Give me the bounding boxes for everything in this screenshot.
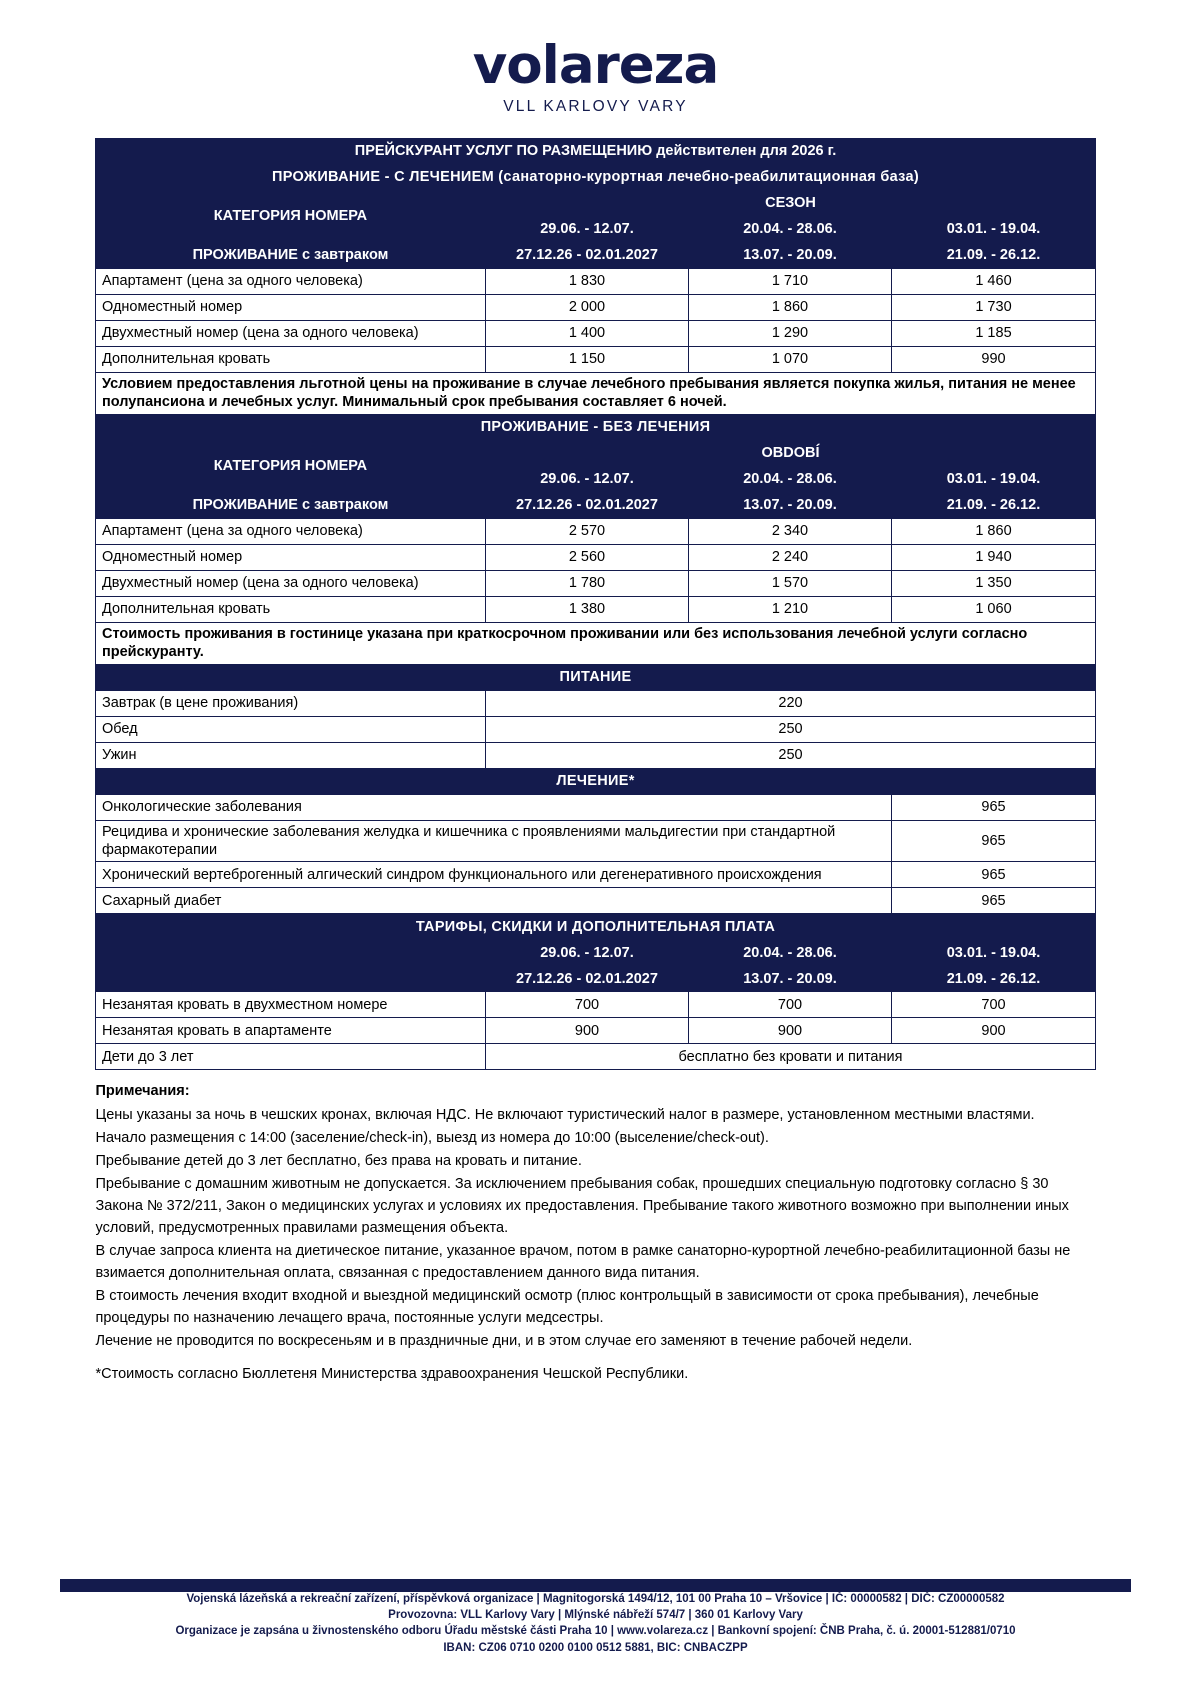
- note-item: Пребывание детей до 3 лет бесплатно, без права на кровать и питание.: [95, 1153, 582, 1170]
- price-cell: 1 830: [485, 268, 688, 294]
- logo-wordmark: volareza: [472, 35, 719, 96]
- table-row: [95, 716, 1095, 742]
- table-row: [95, 518, 1095, 544]
- season-label-2: OBDOBÍ: [485, 440, 1095, 466]
- period-2-line2: 13.07. - 20.09.: [688, 242, 891, 268]
- price-cell: 1 860: [688, 294, 891, 320]
- price-cell: 2 340: [688, 518, 891, 544]
- meal-price: 250: [485, 716, 1095, 742]
- price-list-title: ПРЕЙСКУРАНТ УСЛУГ ПО РАЗМЕЩЕНИЮ действителен для 2026 г.: [95, 138, 1095, 164]
- notes-footnote: *Стоимость согласно Бюллетеня Министерства здравоохранения Чешской Республики.: [95, 1366, 689, 1383]
- room-label: Апартамент (цена за одного человека): [95, 518, 485, 544]
- period-3-line1: 03.01. - 19.04.: [891, 216, 1095, 242]
- treatment-price: 965: [891, 794, 1095, 820]
- table-row: [95, 794, 1095, 820]
- tariff-price: 900: [891, 1018, 1095, 1044]
- table-row: [95, 742, 1095, 768]
- table-row: [95, 164, 1095, 190]
- meal-price: 220: [485, 690, 1095, 716]
- price-cell: 1 570: [688, 570, 891, 596]
- note-item: Начало размещения с 14:00 (заселение/check-in), выезд из номера до 10:00 (выселение/check-out).: [95, 1130, 769, 1147]
- accommodation-label-1: ПРОЖИВАНИЕ с завтраком: [95, 242, 485, 268]
- price-cell: 1 290: [688, 320, 891, 346]
- price-cell: 1 070: [688, 346, 891, 372]
- note-item: В стоимость лечения входит входной и выездной медицинский осмотр (плюс контрольщый в зависимости от срока пребывания), лечебные процедуры по назначению лечащего врача, постоянные услуги медсестры.: [95, 1288, 1039, 1327]
- table-row: [95, 190, 1095, 216]
- table-row: [95, 440, 1095, 466]
- note-item: Цены указаны за ночь в чешских кронах, включая НДС. Не включают туристический налог в размере, установленном местными властями.: [95, 1107, 1035, 1124]
- price-cell: 1 150: [485, 346, 688, 372]
- table-row: [95, 1018, 1095, 1044]
- treatment-label: Рецидива и хронические заболевания желудка и кишечника с проявлениями мальдигестии при стандартной фармакотерапии: [95, 820, 891, 861]
- meal-label: Завтрак (в цене проживания): [95, 690, 485, 716]
- period-2-line1: 20.04. - 28.06.: [688, 940, 891, 966]
- table-row: [95, 966, 1095, 992]
- period-2-line1: 20.04. - 28.06.: [688, 466, 891, 492]
- meal-label: Обед: [95, 716, 485, 742]
- room-label: Двухместный номер (цена за одного человека): [95, 320, 485, 346]
- meal-price: 250: [485, 742, 1095, 768]
- table-row: [95, 570, 1095, 596]
- table-row: [95, 888, 1095, 914]
- period-1-line2: 27.12.26 - 02.01.2027: [485, 242, 688, 268]
- tariffs-empty-header-2: [95, 966, 485, 992]
- brand-logo: [60, 35, 1131, 116]
- table-row: [95, 1044, 1095, 1070]
- room-label: Апартамент (цена за одного человека): [95, 268, 485, 294]
- section-heading-tariffs: ТАРИФЫ, СКИДКИ И ДОПОЛНИТЕЛЬНАЯ ПЛАТА: [95, 914, 1095, 940]
- note-item: В случае запроса клиента на диетическое питание, указанное врачом, потом в рамке санаторно-курортной лечебно-реабилитационной базы не взимается дополнительная оплата, связанная с предоставлением данного вида питания.: [95, 1243, 1071, 1282]
- category-label-1: КАТЕГОРИЯ НОМЕРА: [95, 190, 485, 242]
- period-3-line2: 21.09. - 26.12.: [891, 492, 1095, 518]
- price-cell: 2 570: [485, 518, 688, 544]
- tariff-label: Незанятая кровать в двухместном номере: [95, 992, 485, 1018]
- table-row: [95, 268, 1095, 294]
- table-row: [95, 138, 1095, 164]
- price-cell: 990: [891, 346, 1095, 372]
- season-label-1: СЕЗОН: [485, 190, 1095, 216]
- note-item: Пребывание с домашним животным не допускается. За исключением пребывания собак, прошедших специальную подготовку согласно § 30 Закона № 372/211, Закон о медицинских услугах и условиях их предоставления. Пребывание такого животного возможно при выполнении иных условий, предусмотренных правилами размещения объекта.: [95, 1176, 1069, 1237]
- period-3-line2: 21.09. - 26.12.: [891, 242, 1095, 268]
- table-row: [95, 622, 1095, 664]
- table-row: [95, 492, 1095, 518]
- price-cell: 1 185: [891, 320, 1095, 346]
- section-heading-treatment: ЛЕЧЕНИЕ*: [95, 768, 1095, 794]
- tariff-price: 700: [485, 992, 688, 1018]
- price-cell: 1 210: [688, 596, 891, 622]
- footer-line-2: Provozovna: VLL Karlovy Vary | Mlýnské nábřeží 574/7 | 360 01 Karlovy Vary: [388, 1609, 803, 1622]
- table-row: [95, 346, 1095, 372]
- footer-line-3: Organizace je zapsána u živnostenského odboru Úřadu městské části Praha 10 | www.volareza.cz | Bankovní spojení: ČNB Praha, č. ú. 20001-512881/0710: [175, 1625, 1016, 1638]
- notes-title: Примечания:: [95, 1083, 190, 1100]
- period-2-line2: 13.07. - 20.09.: [688, 492, 891, 518]
- price-cell: 1 350: [891, 570, 1095, 596]
- section-heading-meals: ПИТАНИЕ: [95, 664, 1095, 690]
- price-cell: 2 240: [688, 544, 891, 570]
- table-row: [95, 768, 1095, 794]
- notes-section: [96, 1080, 1096, 1385]
- tariff-price: 700: [688, 992, 891, 1018]
- period-1-line1: 29.06. - 12.07.: [485, 940, 688, 966]
- section-heading-with-treatment: ПРОЖИВАНИЕ - С ЛЕЧЕНИЕМ (санаторно-курортная лечебно-реабилитационная база): [95, 164, 1095, 190]
- treatment-label: Хронический вертеброгенный алгический синдром функционального или дегенеративного происхождения: [95, 862, 891, 888]
- table-row: [95, 372, 1095, 414]
- category-label-2: КАТЕГОРИЯ НОМЕРА: [95, 440, 485, 492]
- table-row: [95, 596, 1095, 622]
- note-item: Лечение не проводится по воскресеньям и в праздничные дни, и в этом случае его заменяют в течение рабочей недели.: [95, 1333, 913, 1350]
- price-cell: 1 860: [891, 518, 1095, 544]
- room-label: Дополнительная кровать: [95, 596, 485, 622]
- period-1-line2: 27.12.26 - 02.01.2027: [485, 492, 688, 518]
- table-row: [95, 320, 1095, 346]
- table-row: [95, 414, 1095, 440]
- treatment-price: 965: [891, 888, 1095, 914]
- treatment-price: 965: [891, 862, 1095, 888]
- price-cell: 1 940: [891, 544, 1095, 570]
- room-label: Одноместный номер: [95, 544, 485, 570]
- room-label: Дополнительная кровать: [95, 346, 485, 372]
- period-2-line1: 20.04. - 28.06.: [688, 216, 891, 242]
- tariff-price: 700: [891, 992, 1095, 1018]
- room-label: Двухместный номер (цена за одного человека): [95, 570, 485, 596]
- table-row: [95, 940, 1095, 966]
- treatment-label: Онкологические заболевания: [95, 794, 891, 820]
- section-note-2: Стоимость проживания в гостинице указана при краткосрочном проживании или без использования лечебной услуги согласно прейскуранту.: [95, 622, 1095, 664]
- period-3-line1: 03.01. - 19.04.: [891, 466, 1095, 492]
- tariff-label: Незанятая кровать в апартаменте: [95, 1018, 485, 1044]
- children-label: Дети до 3 лет: [95, 1044, 485, 1070]
- table-row: [95, 914, 1095, 940]
- treatment-label: Сахарный диабет: [95, 888, 891, 914]
- children-value: бесплатно без кровати и питания: [485, 1044, 1095, 1070]
- price-cell: 1 400: [485, 320, 688, 346]
- treatment-price: 965: [891, 820, 1095, 861]
- tariffs-empty-header: [95, 940, 485, 966]
- table-row: [95, 690, 1095, 716]
- table-row: [95, 820, 1095, 861]
- price-cell: 1 780: [485, 570, 688, 596]
- table-row: [95, 862, 1095, 888]
- period-2-line2: 13.07. - 20.09.: [688, 966, 891, 992]
- logo-subtitle: VLL KARLOVY VARY: [503, 97, 688, 115]
- tariff-price: 900: [688, 1018, 891, 1044]
- footer-line-1: Vojenská lázeňská a rekreační zařízení, příspěvková organizace | Magnitogorská 1494/12, 101 00 Praha 10 – Vršovice | IČ: 00000582 | DIČ: CZ00000582: [186, 1592, 1005, 1605]
- accommodation-label-2: ПРОЖИВАНИЕ с завтраком: [95, 492, 485, 518]
- table-row: [95, 294, 1095, 320]
- tariff-price: 900: [485, 1018, 688, 1044]
- price-cell: 1 380: [485, 596, 688, 622]
- period-3-line2: 21.09. - 26.12.: [891, 966, 1095, 992]
- price-cell: 1 730: [891, 294, 1095, 320]
- table-row: [95, 544, 1095, 570]
- price-cell: 1 710: [688, 268, 891, 294]
- table-row: [95, 242, 1095, 268]
- table-row: [95, 992, 1095, 1018]
- period-1-line1: 29.06. - 12.07.: [485, 216, 688, 242]
- section-heading-without-treatment: ПРОЖИВАНИЕ - БЕЗ ЛЕЧЕНИЯ: [95, 414, 1095, 440]
- price-list-table: [95, 138, 1096, 1070]
- price-cell: 2 000: [485, 294, 688, 320]
- price-cell: 1 060: [891, 596, 1095, 622]
- meal-label: Ужин: [95, 742, 485, 768]
- section-note-1: Условием предоставления льготной цены на проживание в случае лечебного пребывания является покупка жилья, питания не менее полупансиона и лечебных услуг. Минимальный срок пребывания составляет 6 ночей.: [95, 372, 1095, 414]
- period-1-line2: 27.12.26 - 02.01.2027: [485, 966, 688, 992]
- footer-text: [60, 1591, 1131, 1656]
- period-1-line1: 29.06. - 12.07.: [485, 466, 688, 492]
- price-cell: 2 560: [485, 544, 688, 570]
- footer-line-4: IBAN: CZ06 0710 0200 0100 0512 5881, BIC: CNBACZPP: [443, 1641, 748, 1654]
- table-row: [95, 664, 1095, 690]
- price-cell: 1 460: [891, 268, 1095, 294]
- room-label: Одноместный номер: [95, 294, 485, 320]
- period-3-line1: 03.01. - 19.04.: [891, 940, 1095, 966]
